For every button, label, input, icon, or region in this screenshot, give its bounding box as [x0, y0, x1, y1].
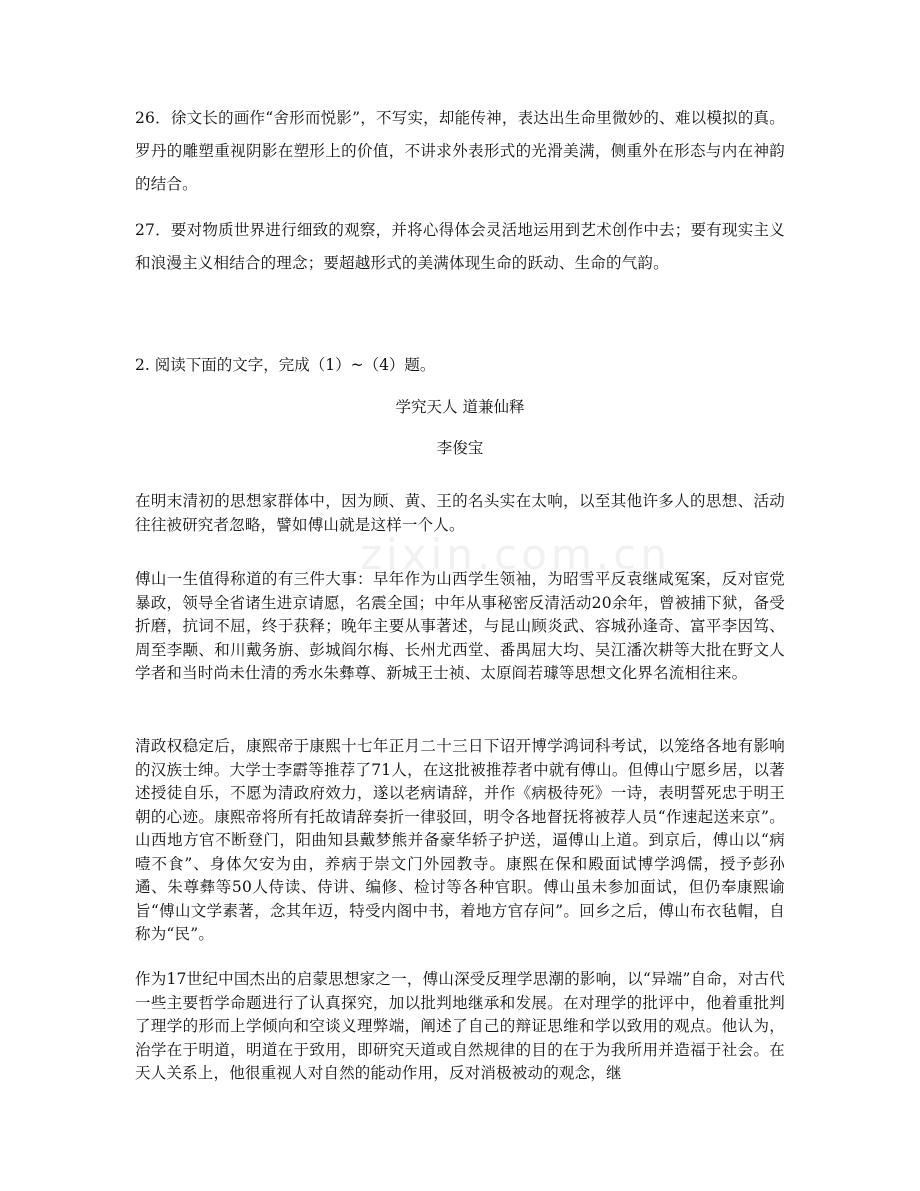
article-paragraph-2: 傅山一生值得称道的有三件大事：早年作为山西学生领袖，为昭雪平反袁继咸冤案，反对宦党暴政，领导全省诸生进京请愿，名震全国；中年从事秘密反清活动20余年，曾被捕下狱，备受折磨，抗词不屈，终于获释；晚年主要从事著述，与昆山顾炎武、容城孙逢奇、富平李因笃、周至李颙、和川戴务旃、彭城阎尔梅、长州尤西堂、番禺屈大均、吴江潘次耕等大批在野文人学者和当时尚未仕清的秀水朱彝尊、新城王士祯、太原阎若璩等思想文化界名流相往来。 — [135, 570, 785, 682]
watermark: zixin.com.cn — [360, 530, 671, 579]
article-paragraph-1: 在明末清初的思想家群体中，因为顾、黄、王的名头实在太响，以至其他许多人的思想、活动往往被研究者忽略，譬如傅山就是这样一个人。 — [135, 492, 785, 534]
article-author: 李俊宝 — [436, 439, 484, 457]
question-heading: 2. 阅读下面的文字，完成（1）~（4）题。 — [135, 356, 436, 374]
article-paragraph-3: 清政权稳定后，康熙帝于康熙十七年正月二十三日下诏开博学鸿词科考试，以笼络各地有影响的汉族士绅。大学士李霨等推荐了71人，在这批被推荐者中就有傅山。但傅山宁愿乡居，以著述授徒自乐，不愿为清政府效力，遂以老病请辞，并作《病极待死》一诗，表明誓死忠于明王朝的心迹。康熙帝将所有托故请辞奏折一律驳回，明令各地督抚将被荐人员“作速起送来京”。山西地方官不断登门，阳曲知县戴梦熊并备豪华轿子护送，逼傅山上道。到京后，傅山以“病噎不食”、身体欠安为由，养病于崇文门外园教寺。康熙在保和殿面试博学鸿儒，授予彭孙遹、朱尊彝等50人侍读、侍讲、编修、检讨等各种官职。傅山虽未参加面试，但仍奉康熙谕旨“傅山文学素著，念其年迈，特受内阁中书，着地方官存问”。回乡之后，傅山布衣毡帽，自称为“民”。 — [135, 737, 785, 943]
article-title: 学究天人 道兼仙释 — [395, 398, 525, 416]
answer-27: 27．要对物质世界进行细致的观察，并将心得体会灵活地运用到艺术创作中去；要有现实主义和浪漫主义相结合的理念；要超越形式的美满体现生命的跃动、生命的气韵。 — [135, 221, 785, 272]
answer-26: 26．徐文长的画作“舍形而悦影”，不写实，却能传神，表达出生命里微妙的、难以模拟的真。罗丹的雕塑重视阴影在塑形上的价值，不讲求外表形式的光滑美满，侧重外在形态与内在神韵的结合。 — [135, 109, 785, 193]
article-paragraph-4: 作为17世纪中国杰出的启蒙思想家之一，傅山深受反理学思潮的影响，以“异端”自命，对古代一些主要哲学命题进行了认真探究，加以批判地继承和发展。在对理学的批评中，他着重批判了理学的形而上学倾向和空谈义理弊端，阐述了自己的辩证思维和学以致用的观点。他认为，治学在于明道，明道在于致用，即研究天道或自然规律的目的在于为我所用并造福于社会。在天人关系上，他很重视人对自然的能动作用，反对消极被动的观念，继 — [135, 970, 785, 1082]
